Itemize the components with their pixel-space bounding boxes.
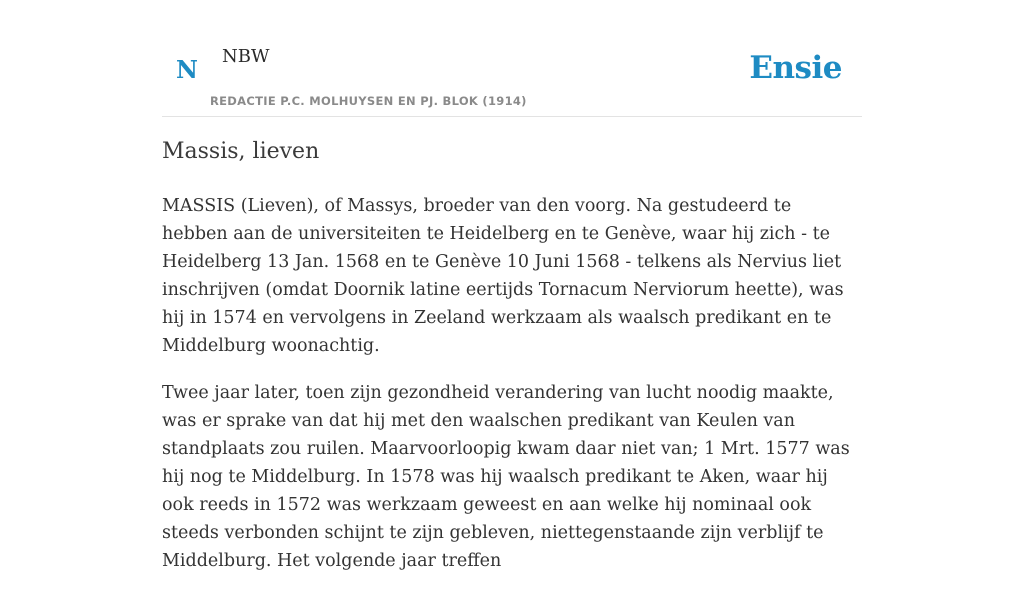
brand-logo[interactable]: Ensie bbox=[749, 50, 842, 86]
article-title: Massis, lieven bbox=[162, 139, 320, 164]
paragraph: Twee jaar later, toen zijn gezondheid verandering van lucht noodig maakte, was er sprake van dat hij met den waalschen predikant van Keulen van standplaats zou ruilen. Maarvoorloopig kwam daar niet van; 1 Mrt. 1577 was hij nog te Middelburg. In 1578 was hij waalsch predikant te Aken, waar hij ook reeds in 1572 was werkzaam geweest en aan welke hij nominaal ook steeds verbonden schijnt te zijn gebleven, niettegenstaande zijn verblijf te Middelburg. Het volgende jaar treffen bbox=[162, 383, 850, 571]
article-body bbox=[162, 192, 862, 594]
paragraph: MASSIS (Lieven), of Massys, broeder van den voorg. Na gestudeerd te hebben aan de universiteiten te Heidelberg en te Genève, waar hij zich - te Heidelberg 13 Jan. 1568 en te Genève 10 Juni 1568 - telkens als Nervius liet inschrijven (omdat Doornik latine eertijds Tornacum Nerviorum heette), was hij in 1574 en vervolgens in Zeeland werkzaam als waalsch predikant en te Middelburg woonachtig. bbox=[162, 196, 844, 356]
source-title[interactable]: NBW bbox=[222, 46, 270, 67]
source-logo[interactable]: N bbox=[176, 55, 198, 84]
source-subtitle: REDACTIE P.C. MOLHUYSEN EN PJ. BLOK (1914) bbox=[210, 94, 527, 108]
header bbox=[162, 0, 862, 117]
page bbox=[162, 0, 862, 571]
